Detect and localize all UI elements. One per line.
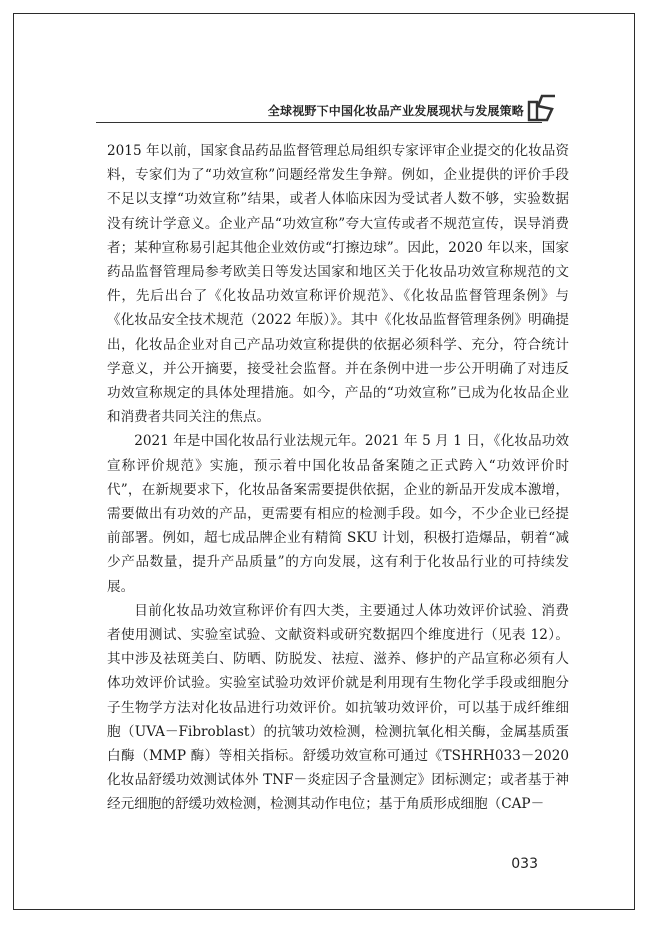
body-text xyxy=(107,139,569,817)
running-header xyxy=(14,88,634,118)
paragraph-1: 2015 年以前，国家食品药品监督管理总局组织专家评审企业提交的化妆品资料，专家们为了“功效宣称”问题经常发生争辩。例如，企业提供的评价手段不足以支撑“功效宣称”结果，或者人体临床因为受试者人数不够，实验数据没有统计学意义。企业产品“功效宣称”夸大宣传或者不规范宣传，误导消费者；某种宣称易引起其他企业效仿或“打擦边球”。因此，2020 年以来，国家药品监督管理局参考欧美日等发达国家和地区关于化妆品功效宣称规范的文件，先后出台了《化妆品功效宣称评价规范》、《化妆品监督管理条例》与《化妆品安全技术规范（2022 年版）》。其中《化妆品监督管理条例》明确提出，化妆品企业对自己产品功效宣称提供的依据必须科学、充分，符合统计学意义，并公开摘要，接受社会监督。并在条例中进一步公开明确了对违反功效宣称规定的具体处理措施。如今，产品的“功效宣称”已成为化妆品企业和消费者共同关注的焦点。 xyxy=(107,143,569,426)
folded-s-logo-icon xyxy=(526,93,558,123)
page-frame xyxy=(13,13,635,910)
paragraph-3: 目前化妆品功效宣称评价有四大类，主要通过人体功效评价试验、消费者使用测试、实验室试验、文献资料或研究数据四个维度进行（见表 12）。其中涉及祛斑美白、防晒、防脱发、祛痘、滋养、修护的产品宣称必须有人体功效评价试验。实验室试验功效评价就是利用现有生物化学手段或细胞分子生物学方法对化妆品进行功效评价。如抗皱功效评价，可以基于成纤维细胞（UVA－Fibroblast）的抗皱功效检测，检测抗氧化相关酶，金属基质蛋白酶（MMP 酶）等相关指标。舒缓功效宣称可通过《TSHRH033－2020 化妆品舒缓功效测试体外 TNF－炎症因子含量测定》团标测定；或者基于神经元细胞的舒缓功效检测，检测其动作电位；基于角质形成细胞（CAP－ xyxy=(107,602,570,813)
paragraph-2: 2021 年是中国化妆品行业法规元年。2021 年 5 月 1 日，《化妆品功效宣称评价规范》实施，预示着中国化妆品备案随之正式跨入“功效评价时代”，在新规要求下，化妆品备案需要提供依据，企业的新品开发成本激增，需要做出有功效的产品，更需要有相应的检测手段。如今，不少企业已经提前部署。例如，超七成品牌企业有精简 SKU 计划，积极打造爆品，朝着“减少产品数量，提升产品质量”的方向发展，这有利于化妆品行业的可持续发展。 xyxy=(107,433,569,595)
page-number: 033 xyxy=(511,856,538,872)
running-header-title: 全球视野下中国化妆品产业发展现状与发展策略 xyxy=(267,104,524,118)
header-divider xyxy=(96,122,542,123)
